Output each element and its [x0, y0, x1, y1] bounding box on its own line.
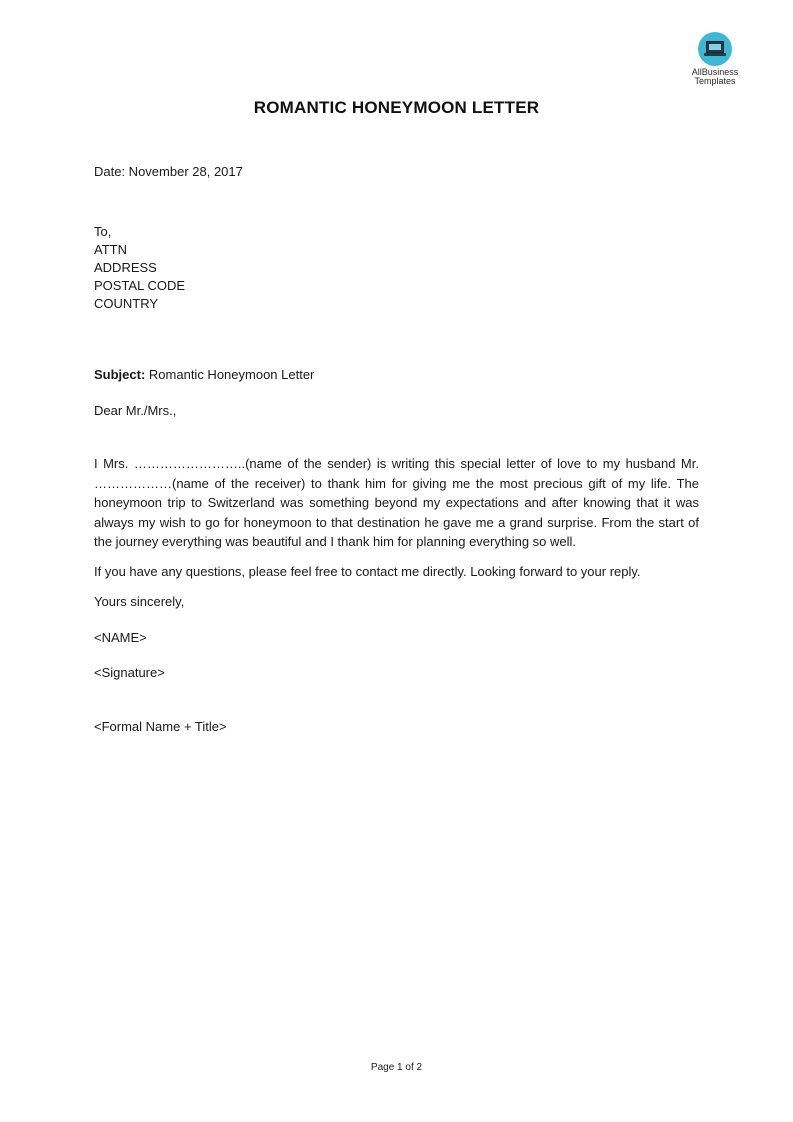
recipient-to: To, — [94, 224, 112, 239]
closing: Yours sincerely, — [94, 594, 185, 609]
date-line: Date: November 28, 2017 — [94, 164, 243, 179]
contact-line: If you have any questions, please feel free to contact me directly. Looking forward to your reply. — [94, 564, 641, 579]
logo-text-line2: Templates — [694, 76, 736, 86]
signature-placeholder: <Signature> — [94, 665, 165, 680]
allbusiness-logo — [682, 32, 748, 86]
subject-label: Subject: — [94, 367, 146, 382]
recipient-address: ADDRESS — [94, 260, 157, 275]
page-footer: Page 1 of 2 — [370, 1062, 423, 1073]
subject-text: Romantic Honeymoon Letter — [145, 367, 315, 382]
salutation: Dear Mr./Mrs., — [94, 403, 177, 418]
logo-text-line1: AllBusiness — [691, 67, 739, 77]
recipient-postal-code: POSTAL CODE — [94, 278, 186, 293]
formal-name-placeholder: <Formal Name + Title> — [94, 719, 227, 734]
laptop-icon — [698, 32, 732, 66]
name-placeholder: <NAME> — [94, 630, 147, 645]
document-title: ROMANTIC HONEYMOON LETTER — [253, 98, 540, 117]
body-paragraph: I Mrs. ……………………..(name of the sender) is writing this special letter of love to my husband Mr. ………………(name of the receiver) to thank him for giving me the most precious gift of my life. The honeymoon trip to Switzerland was something beyond my expectations and after knowing that it was always my wish to go for honeymoon to that destination he gave me a grand surprise. From the start of the journey everything was beautiful and I thank him for planning everything so well. — [94, 456, 699, 550]
recipient-attn: ATTN — [94, 242, 127, 257]
subject-line — [94, 366, 314, 384]
recipient-country: COUNTRY — [94, 296, 159, 311]
